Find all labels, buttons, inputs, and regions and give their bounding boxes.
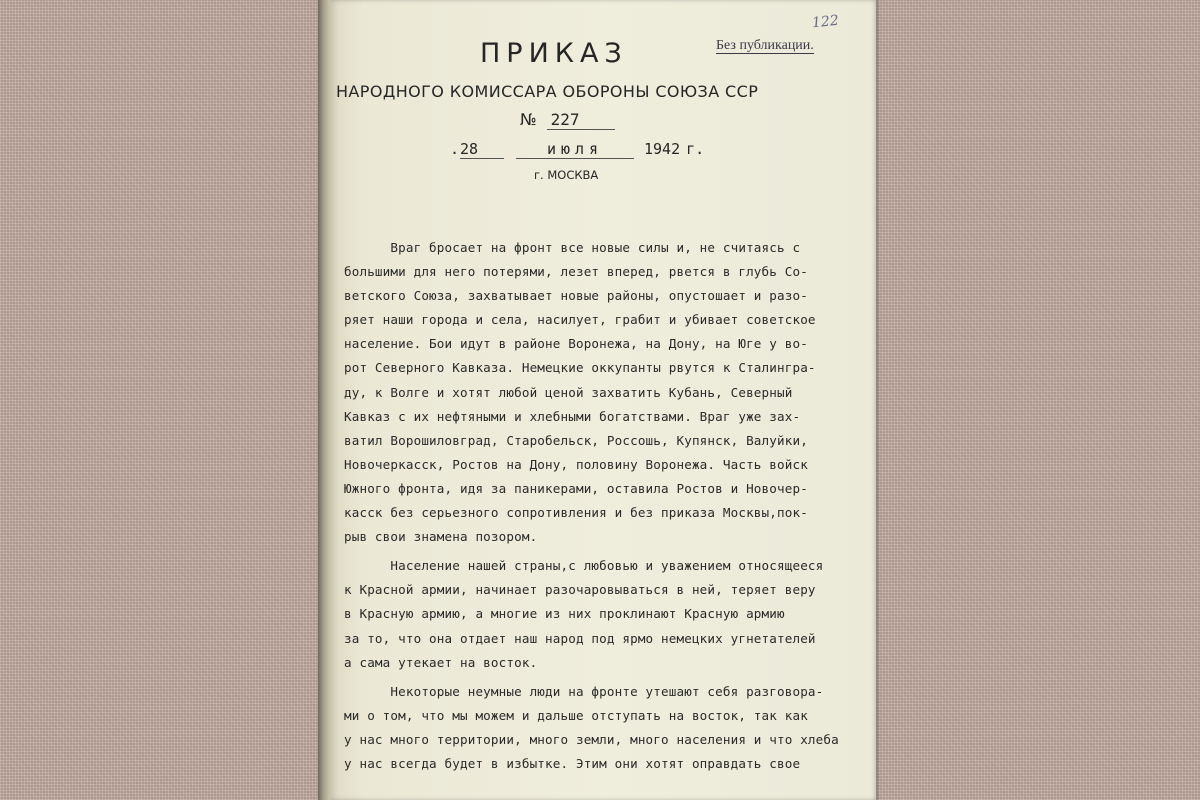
city: г. МОСКВА	[534, 168, 599, 182]
order-date	[450, 140, 704, 159]
text-line: ватил Ворошиловград, Старобельск, Россошь, Купянск, Валуйки,	[344, 432, 808, 448]
text-line: ветского Союза, захватывает новые районы, опустошает и разо-	[344, 288, 808, 304]
paragraph-3	[344, 680, 864, 776]
text-line: большими для него потерями, лезет вперед, рвется в глубь Со-	[344, 264, 808, 280]
text-line: население. Бои идут в районе Воронежа, на Дону, на Юге у во-	[344, 336, 808, 352]
text-line: рыв свои знамена позором.	[344, 529, 538, 545]
text-line: ряет наши города и села, насилует, грабит и убивает советское	[344, 312, 816, 328]
date-suffix: г.	[686, 140, 705, 158]
order-number: 227	[547, 110, 615, 130]
text-line: Некоторые неумные люди на фронте утешают себя разговора-	[344, 683, 824, 699]
paragraph-1	[344, 236, 864, 549]
document-subtitle: НАРОДНОГО КОМИССАРА ОБОРОНЫ СОЮЗА ССР	[336, 82, 759, 101]
document-body	[344, 236, 864, 776]
date-day: 28	[460, 140, 504, 159]
publication-note-text: Без публикации.	[716, 38, 814, 53]
document-page	[330, 0, 876, 800]
text-line: касск без серьезного сопротивления и без приказа Москвы,пок-	[344, 505, 808, 521]
text-line: Новочеркасск, Ростов на Дону, половину Воронежа. Часть войск	[344, 456, 808, 472]
text-line: ми о том, что мы можем и дальше отступать на восток, так как	[344, 707, 808, 723]
page-edge-shadow	[876, 0, 880, 800]
text-line: Население нашей страны,с любовью и уважением относящееся	[344, 558, 824, 574]
paragraph-2	[344, 554, 864, 674]
page-number: 122	[811, 12, 840, 32]
text-line: у нас всегда будет в избытке. Этим они хотят оправдать свое	[344, 755, 801, 771]
text-line: Враг бросает на фронт все новые силы и, не считаясь с	[344, 240, 801, 255]
date-month: июля	[516, 140, 634, 159]
publication-note	[716, 38, 826, 54]
document-title: ПРИКАЗ	[480, 38, 628, 69]
text-line: ду, к Волге и хотят любой ценой захватить Кубань, Северный	[344, 384, 793, 400]
text-line: к Красной армии, начинает разочаровываться в ней, теряет веру	[344, 582, 816, 598]
number-label: №	[520, 110, 537, 129]
text-line: у нас много территории, много земли, много населения и что хлеба	[344, 731, 839, 747]
text-line: Кавказ с их нефтяными и хлебными богатствами. Враг уже зах-	[344, 408, 801, 424]
text-line: Южного фронта, идя за паникерами, оставила Ростов и Новочер-	[344, 480, 808, 496]
date-year: 1942	[644, 140, 681, 158]
text-line: рот Северного Кавказа. Немецкие оккупанты рвутся к Сталингра-	[344, 360, 816, 376]
text-line: а сама утекает на восток.	[344, 654, 538, 670]
text-line: за то, что она отдает наш народ под ярмо немецких угнетателей	[344, 630, 816, 646]
order-number-row	[520, 110, 615, 130]
text-line: в Красную армию, а многие из них проклинают Красную армию	[344, 606, 785, 622]
date-dot: .	[450, 140, 460, 158]
